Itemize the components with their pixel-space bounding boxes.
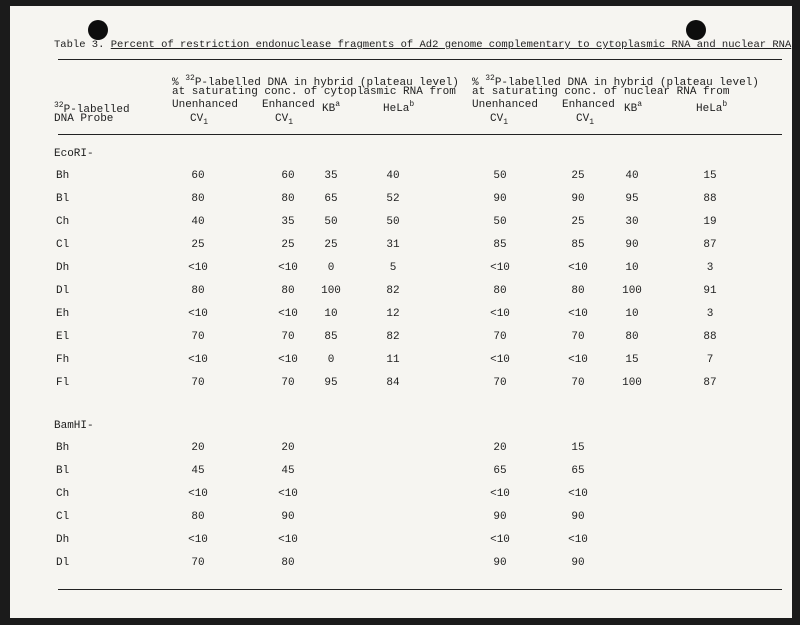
cell-value: <10: [188, 354, 208, 366]
probe-label: Dl: [56, 557, 70, 569]
cell-value: 35: [324, 170, 338, 182]
cell-value: 25: [191, 239, 205, 251]
col-hela-nuc: HeLa$^b$: [696, 100, 728, 115]
cell-value: <10: [278, 262, 298, 274]
cell-value: 70: [281, 377, 295, 389]
cell-value: 70: [191, 377, 205, 389]
cell-value: 90: [571, 193, 585, 205]
cell-value: 70: [493, 377, 507, 389]
cell-value: 90: [493, 511, 507, 523]
punch-hole: [686, 20, 706, 40]
probe-label: Dl: [56, 285, 70, 297]
punch-hole: [88, 20, 108, 40]
cell-value: 25: [571, 170, 585, 182]
col-enhanced-cyto: Enhanced: [262, 99, 315, 111]
cell-value: <10: [568, 354, 588, 366]
cell-value: 65: [571, 465, 585, 477]
cell-value: 82: [386, 285, 400, 297]
cell-value: <10: [568, 308, 588, 320]
col-cv-nuc-1: $CV_1$: [490, 113, 509, 127]
cell-value: <10: [490, 488, 510, 500]
cell-value: 50: [493, 216, 507, 228]
cell-value: <10: [188, 488, 208, 500]
cell-value: 15: [571, 442, 585, 454]
probe-label: El: [56, 331, 70, 343]
probe-label: Bl: [56, 465, 70, 477]
cell-value: 25: [571, 216, 585, 228]
cell-value: <10: [188, 534, 208, 546]
probe-label: Cl: [56, 239, 70, 251]
cell-value: 0: [327, 354, 335, 366]
cell-value: 30: [625, 216, 639, 228]
table-caption: Percent of restriction endonuclease fragments of Ad2 genome complementary to cytoplasmic RNA and nuclear RNA: [110, 39, 792, 51]
cell-value: <10: [278, 534, 298, 546]
cell-value: 35: [281, 216, 295, 228]
cell-value: 60: [191, 170, 205, 182]
cell-value: 65: [324, 193, 338, 205]
cell-value: 90: [571, 511, 585, 523]
probe-label: Fh: [56, 354, 70, 366]
cell-value: 70: [493, 331, 507, 343]
cell-value: 80: [281, 557, 295, 569]
col-unenhanced-cyto: Unenhanced: [172, 99, 239, 111]
cell-value: 12: [386, 308, 400, 320]
cell-value: 40: [386, 170, 400, 182]
cell-value: 10: [625, 308, 639, 320]
cell-value: <10: [568, 534, 588, 546]
cell-value: 70: [571, 331, 585, 343]
nuclear-header: % $^{32}$P-labelled DNA in hybrid (plateau level): [472, 74, 759, 89]
cell-value: 40: [625, 170, 639, 182]
cell-value: 91: [703, 285, 717, 297]
cell-value: 31: [386, 239, 400, 251]
cell-value: 20: [191, 442, 205, 454]
cell-value: 10: [324, 308, 338, 320]
col-cv-cyto-1: $CV_1$: [190, 113, 209, 127]
cell-value: 80: [191, 285, 205, 297]
cell-value: 80: [281, 193, 295, 205]
cell-value: 11: [386, 354, 400, 366]
cell-value: <10: [278, 488, 298, 500]
cell-value: 20: [281, 442, 295, 454]
cell-value: 90: [493, 557, 507, 569]
cell-value: 70: [571, 377, 585, 389]
cell-value: 85: [493, 239, 507, 251]
cell-value: 25: [281, 239, 295, 251]
cell-value: 40: [191, 216, 205, 228]
nuclear-header-line2: at saturating conc. of nuclear RNA from: [472, 86, 730, 98]
cell-value: 80: [571, 285, 585, 297]
document-page: [10, 6, 792, 618]
cell-value: 60: [281, 170, 295, 182]
probe-label: Fl: [56, 377, 70, 389]
header-rule: [58, 134, 782, 135]
cell-value: 84: [386, 377, 400, 389]
cell-value: 25: [324, 239, 338, 251]
cell-value: 70: [191, 331, 205, 343]
cell-value: 88: [703, 331, 717, 343]
bottom-rule: [58, 589, 782, 590]
cell-value: 20: [493, 442, 507, 454]
probe-label: Dh: [56, 262, 70, 274]
cell-value: 0: [327, 262, 335, 274]
cell-value: 85: [571, 239, 585, 251]
table-label: Table 3.: [54, 39, 105, 51]
cell-value: 90: [281, 511, 295, 523]
cell-value: 87: [703, 377, 717, 389]
cell-value: <10: [568, 488, 588, 500]
probe-label: Bh: [56, 170, 70, 182]
cell-value: 70: [281, 331, 295, 343]
top-rule: [58, 59, 782, 60]
col-kb-cyto: $KB^a$: [322, 100, 341, 115]
cell-value: 90: [493, 193, 507, 205]
cell-value: 100: [622, 285, 642, 297]
cell-value: 100: [321, 285, 341, 297]
cell-value: 3: [706, 262, 714, 274]
cell-value: <10: [490, 534, 510, 546]
cytoplasmic-header: % $^{32}$P-labelled DNA in hybrid (plateau level): [172, 74, 459, 89]
probe-label: Eh: [56, 308, 70, 320]
cell-value: <10: [490, 354, 510, 366]
section-label: EcoRI-: [54, 148, 94, 160]
cell-value: 70: [191, 557, 205, 569]
cell-value: 82: [386, 331, 400, 343]
cell-value: 65: [493, 465, 507, 477]
cell-value: 88: [703, 193, 717, 205]
probe-label: Bh: [56, 442, 70, 454]
cell-value: <10: [188, 308, 208, 320]
cell-value: <10: [490, 262, 510, 274]
section-label: BamHI-: [54, 420, 94, 432]
probe-label: Cl: [56, 511, 70, 523]
col-unenhanced-nuc: Unenhanced: [472, 99, 539, 111]
cell-value: <10: [568, 262, 588, 274]
cell-value: 45: [191, 465, 205, 477]
cell-value: 50: [493, 170, 507, 182]
probe-label: Bl: [56, 193, 70, 205]
cell-value: 95: [324, 377, 338, 389]
cell-value: 100: [622, 377, 642, 389]
cell-value: 10: [625, 262, 639, 274]
cell-value: 50: [386, 216, 400, 228]
cell-value: 80: [493, 285, 507, 297]
probe-label: Dh: [56, 534, 70, 546]
probe-header-line2: DNA Probe: [54, 113, 114, 125]
col-kb-nuc: $KB^a$: [624, 100, 643, 115]
table-title: [54, 39, 791, 51]
cell-value: 52: [386, 193, 400, 205]
cell-value: 15: [703, 170, 717, 182]
col-cv-cyto-2: $CV_1$: [275, 113, 294, 127]
cell-value: 3: [706, 308, 714, 320]
col-cv-nuc-2: $CV_1$: [576, 113, 595, 127]
cell-value: <10: [490, 308, 510, 320]
cell-value: 80: [281, 285, 295, 297]
cell-value: 90: [625, 239, 639, 251]
cell-value: 15: [625, 354, 639, 366]
cell-value: 80: [191, 193, 205, 205]
cell-value: 50: [324, 216, 338, 228]
cell-value: 7: [706, 354, 714, 366]
col-hela-cyto: HeLa$^b$: [383, 100, 415, 115]
cell-value: <10: [278, 308, 298, 320]
cell-value: 90: [571, 557, 585, 569]
cell-value: 80: [625, 331, 639, 343]
probe-label: Ch: [56, 488, 70, 500]
cell-value: 85: [324, 331, 338, 343]
cell-value: 95: [625, 193, 639, 205]
col-enhanced-nuc: Enhanced: [562, 99, 615, 111]
cytoplasmic-header-line2: at saturating conc. of cytoplasmic RNA from: [172, 86, 456, 98]
probe-label: Ch: [56, 216, 70, 228]
cell-value: 19: [703, 216, 717, 228]
cell-value: 45: [281, 465, 295, 477]
probe-header: $^{32}$P-labelled: [54, 101, 130, 116]
cell-value: 80: [191, 511, 205, 523]
cell-value: 5: [389, 262, 397, 274]
cell-value: <10: [278, 354, 298, 366]
cell-value: <10: [188, 262, 208, 274]
cell-value: 87: [703, 239, 717, 251]
